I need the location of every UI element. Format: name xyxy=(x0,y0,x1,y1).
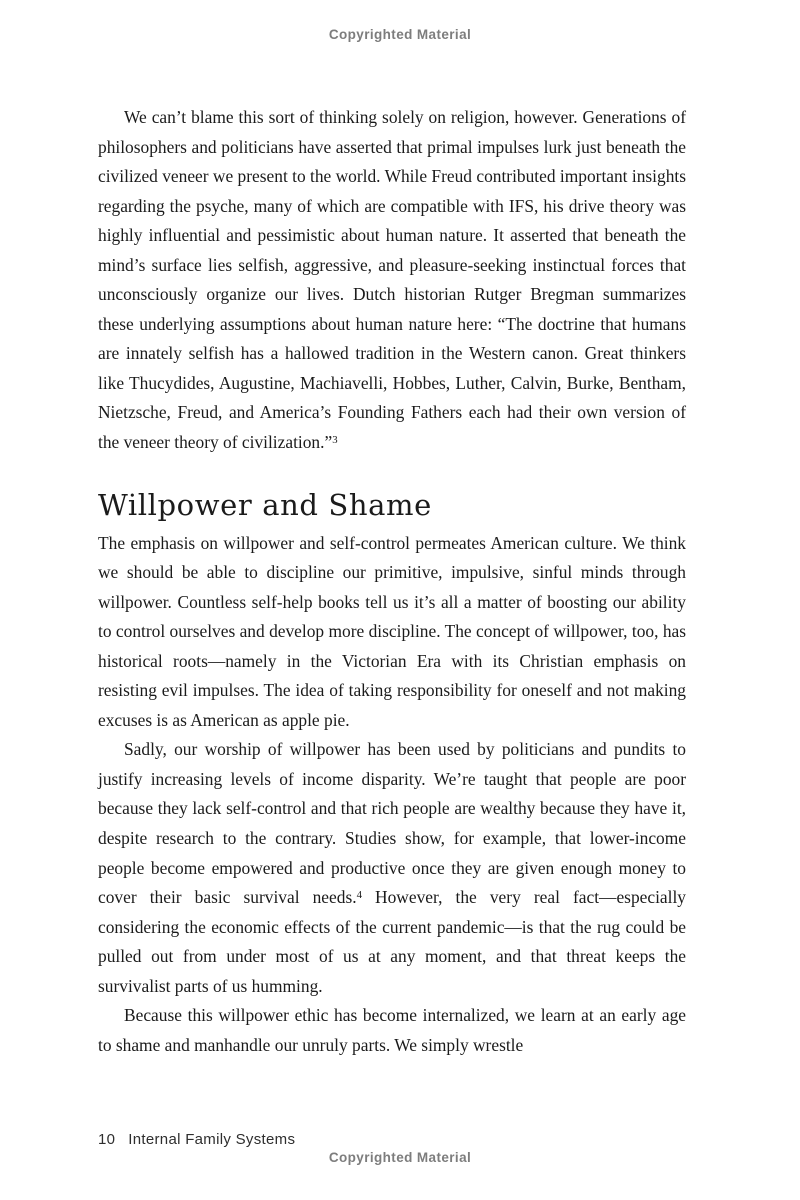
footnote-reference: 4 xyxy=(356,889,362,902)
footnote-reference: 3 xyxy=(332,434,338,447)
page-footer xyxy=(98,1131,295,1148)
page-body xyxy=(98,103,686,1060)
body-paragraph: The emphasis on willpower and self-control permeates American culture. We think we should be able to discipline our primitive, impulsive, sinful minds through willpower. Countless self-help books tell us it’s all a matter of boosting our ability to control ourselves and develop more discipline. The concept of willpower, too, has historical roots—namely in the Victorian Era with its Christian emphasis on resisting evil impulses. The idea of taking responsibility for oneself and not making excuses is as American as apple pie. xyxy=(98,532,686,730)
body-paragraph: Sadly, our worship of willpower has been used by politicians and pundits to justify increasing levels of income disparity. We’re taught that people are poor because they lack self-control and that rich people are wealthy because they have it, despite research to the contrary. Studies show, for example, that lower-income people become empowered and productive once they are given enough money to cover their basic survival needs.$^4$ However, the very real fact—especially considering the economic effects of the current pandemic—is that the rug could be pulled out from under most of us at any moment, and that threat keeps the survivalist parts of us humming. xyxy=(98,739,686,996)
copyright-banner-bottom: Copyrighted Material xyxy=(328,1150,472,1165)
section-heading: Willpower and Shame xyxy=(98,487,432,522)
page-number: 10 xyxy=(98,1131,116,1148)
body-paragraph: We can’t blame this sort of thinking solely on religion, however. Generations of philosophers and politicians have asserted that primal impulses lurk just beneath the civilized veneer we present to the world. While Freud contributed important insights regarding the psyche, many of which are compatible with IFS, his drive theory was highly influential and pessimistic about human nature. It asserted that beneath the mind’s surface lies selfish, aggressive, and pleasure-seeking instinctual forces that unconsciously organize our lives. Dutch historian Rutger Bregman summarizes these underlying assumptions about human nature here: “The doctrine that humans are innately selfish has a hallowed tradition in the Western canon. Great thinkers like Thucydides, Augustine, Machiavelli, Hobbes, Luther, Calvin, Burke, Bentham, Nietzsche, Freud, and America’s Founding Fathers each had their own version of the veneer theory of civilization.”$^3$ xyxy=(98,107,686,453)
copyright-banner-top: Copyrighted Material xyxy=(328,27,472,42)
body-paragraph: Because this willpower ethic has become internalized, we learn at an early age to shame and manhandle our unruly parts. We simply wrestle xyxy=(98,1005,686,1055)
book-title: Internal Family Systems xyxy=(128,1131,296,1148)
